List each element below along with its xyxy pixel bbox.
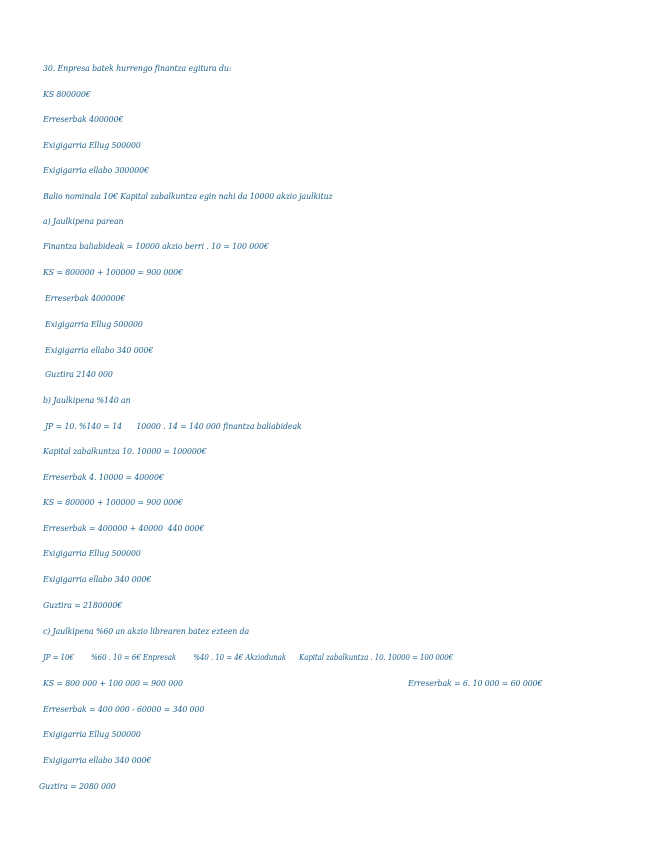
share-capital-line: KS 800000€: [43, 90, 91, 100]
reserves-decrease-c: Erreserbak = 6. 10 000 = 60 000€: [408, 679, 543, 689]
reserves-total-c: Erreserbak = 400 000 - 60000 = 340 000: [43, 705, 205, 715]
long-term-liabilities-line: Exigigarria Ellug 500000: [43, 141, 141, 151]
long-term-liabilities-b: Exigigarria Ellug 500000: [43, 549, 141, 559]
issue-price-calc-b: JP = 10. %140 = 14 10000 . 14 = 140 000 finantza baliabideak: [45, 422, 302, 432]
total-b: Guztira = 2180000€: [43, 601, 123, 611]
nominal-value-statement: Balio nominala 10€ Kapital zabalkuntza egin nahi da 10000 akzio jaulkituz: [43, 192, 333, 202]
total-c: Guztira = 2080 000: [39, 782, 116, 792]
total-a: Guztira 2140 000: [45, 370, 113, 380]
share-capital-calc-c: KS = 800 000 + 100 000 = 900 000: [43, 679, 183, 689]
short-term-liabilities-line: Exigigarria ellabo 300000€: [43, 166, 149, 176]
reserves-line: Erreserbak 400000€: [43, 115, 124, 125]
reserves-a: Erreserbak 400000€: [45, 294, 126, 304]
section-b-heading: b) Jaulkipena %140 an: [43, 396, 131, 406]
short-term-liabilities-b: Exigigarria ellabo 340 000€: [43, 575, 152, 585]
capital-increase-b: Kapital zabalkuntza 10. 10000 = 100000€: [43, 447, 207, 457]
financial-resources-line: Finantza baliabideak = 10000 akzio berri . 10 = 100 000€: [43, 242, 269, 252]
long-term-liabilities-a: Exigigarria Ellug 500000: [45, 320, 143, 330]
section-a-heading: a) Jaulkipena parean: [43, 217, 124, 227]
issue-split-c: JP = 10€ %60 . 10 = 6€ Enpresak %40 . 10 = 4€ Akziodunak Kapital zabalkuntza . 10. 10000 = 100 000€: [43, 653, 454, 663]
exercise-heading: 30. Enpresa batek hurrengo finantza egitura du:: [43, 64, 232, 74]
section-c-heading: c) Jaulkipena %60 an akzio librearen batez ezteen da: [43, 627, 250, 637]
long-term-liabilities-c: Exigigarria Ellug 500000: [43, 730, 141, 740]
share-capital-calc-b: KS = 800000 + 100000 = 900 000€: [43, 498, 183, 508]
short-term-liabilities-c: Exigigarria ellabo 340 000€: [43, 756, 152, 766]
share-capital-calc-a: KS = 800000 + 100000 = 900 000€: [43, 268, 183, 278]
reserves-increase-b: Erreserbak 4. 10000 = 40000€: [43, 473, 164, 483]
reserves-total-b: Erreserbak = 400000 + 40000 440 000€: [43, 524, 205, 534]
short-term-liabilities-a: Exigigarria ellabo 340 000€: [45, 346, 154, 356]
